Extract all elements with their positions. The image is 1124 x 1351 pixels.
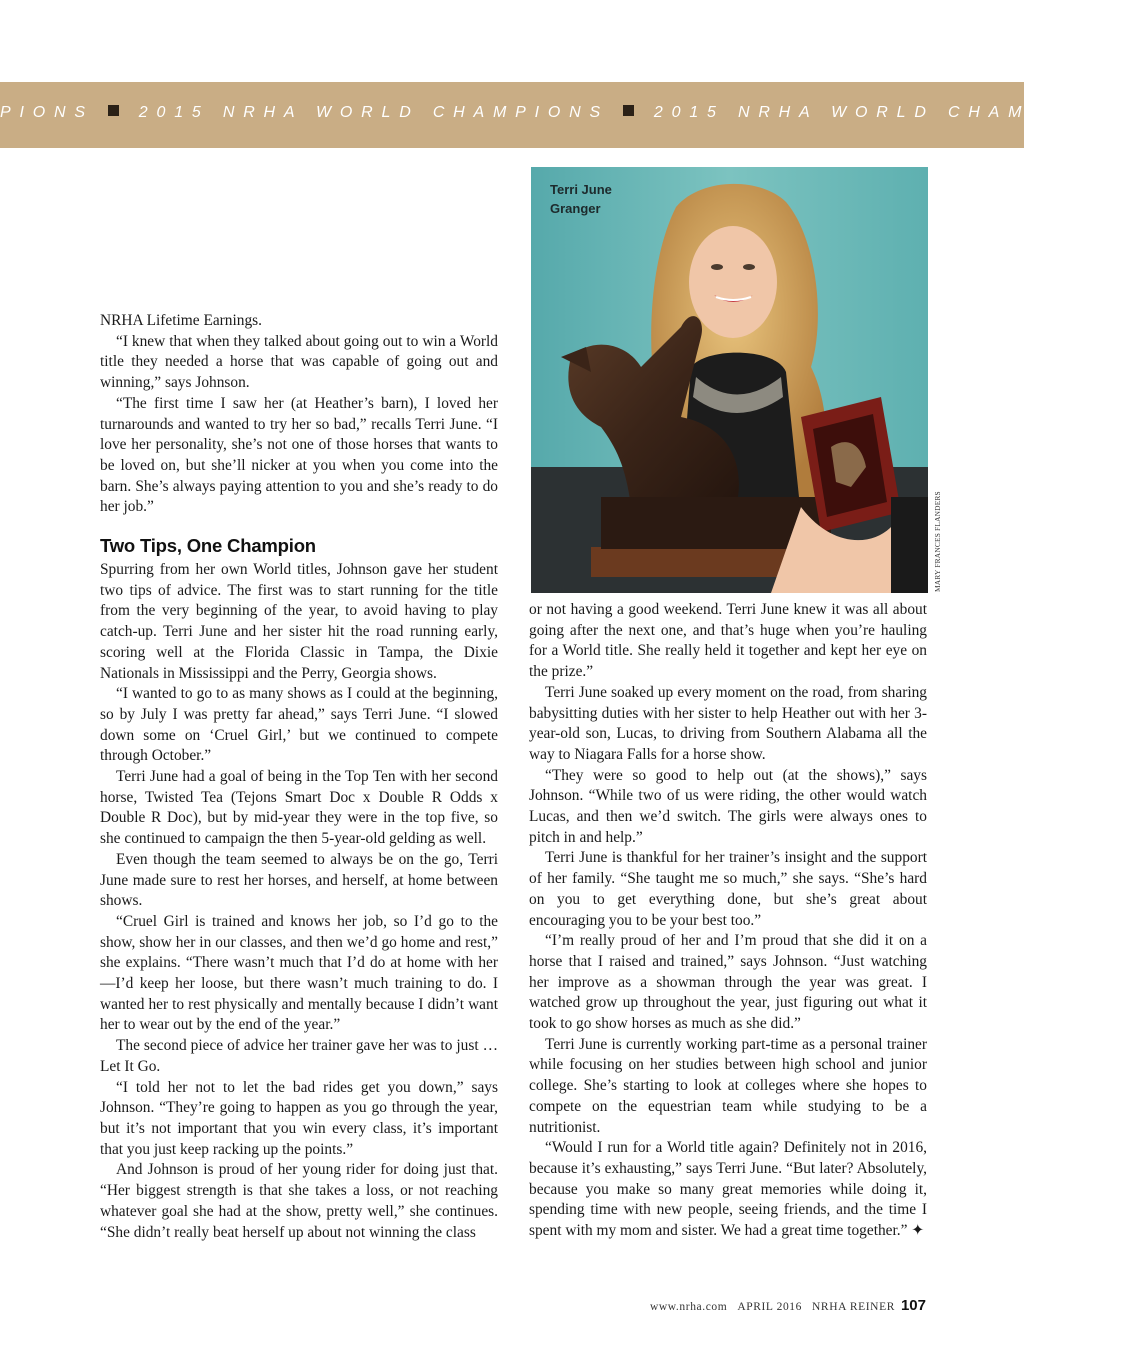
footer-magazine: NRHA REINER — [812, 1301, 895, 1313]
paragraph: Spurring from her own World titles, Johnson gave her student two tips of advice. The first was to start running for the title from the very beginning of the year, to avoid having to play catch-up. Terri June and her sister hit the road running early, scoring well at the Florida Classic in Tampa, the Dixie Nationals in Mississippi and the Perry, Georgia shows. — [100, 561, 498, 682]
article-column-left-bottom — [100, 560, 498, 1243]
paragraph: “I told her not to let the bad rides get you down,” says Johnson. “They’re going to happen as you go through the year, but it’s not important that you win every class, it’s important that you just keep racking up the points.” — [100, 1078, 498, 1158]
page-footer — [650, 1297, 926, 1314]
paragraph: “The first time I saw her (at Heather’s barn), I loved her turnarounds and wanted to try her so bad,” recalls Terri June. “I love her personality, she’s not one of those horses that wants to be loved on, but she’ll nicker at you when you come into the barn. She’s always paying attention to you and she’s ready to do her job.” — [100, 394, 498, 516]
champion-photo — [531, 167, 928, 593]
photo-credit-text: MARY FRANCES FLANDERS — [933, 491, 942, 592]
photo-caption — [550, 180, 670, 218]
paragraph: “Cruel Girl is trained and knows her job, so I’d go to the show, show her in our classes, and then we’d go home and rest,” she explains. “There wasn’t much that I’d do at home with her—I’d keep her loose, but there wasn’t much training to do. I wanted her to rest physically and mentally because I didn’t want her to wear out by the end of the year.” — [100, 912, 498, 1034]
banner-segment: PIONS — [0, 104, 94, 121]
paragraph: Terri June is currently working part-time as a personal trainer while focusing on her studies between high school and junior college. She’s starting to look at colleges where she hopes to compete on the equestrian team while studying to be a nutritionist. — [529, 1035, 927, 1136]
paragraph: Even though the team seemed to always be on the go, Terri June made sure to rest her horses, and herself, at home between shows. — [100, 850, 498, 910]
banner-segment: 2015 NRHA WORLD CHAMPIONS — [138, 104, 609, 121]
section-banner — [0, 82, 1124, 148]
banner-text — [0, 104, 1124, 122]
page-number: 107 — [900, 1297, 926, 1314]
section-heading: Two Tips, One Champion — [100, 535, 316, 556]
banner-segment: 2015 NRHA WORLD CHAMPIONS — [653, 104, 1124, 121]
paragraph: “They were so good to help out (at the shows),” says Johnson. “While two of us were riding, the other would watch Lucas, and then we’d switch. The girls were always ones to pitch in and help.” — [529, 766, 927, 846]
paragraph: Terri June is thankful for her trainer’s insight and the support of her family. “She taught me so much,” she says. “She’s hard on you to get everything done, but she’s great about encouraging you to be your best too.” — [529, 849, 927, 929]
paragraph: And Johnson is proud of her young rider for doing just that. “Her biggest strength is that she takes a loss, or not reaching whatever goal she had at the show, pretty well,” she continues. “She didn’t really beat herself up about not winning the class — [100, 1161, 498, 1241]
paragraph: Terri June soaked up every moment on the road, from sharing babysitting duties with her sister to help Heather out with her 3-year-old son, Lucas, to driving from Southern Alabama all the way to Niagara Falls for a horse show. — [529, 683, 927, 763]
paragraph: “Would I run for a World title again? Definitely not in 2016, because it’s exhausting,” says Terri June. “But later? Absolutely, because you make so many great memories while doing it, spending time with new people, seeing friends, and the time I spent with my mom and sister. We had a great time together.” ✦ — [529, 1139, 927, 1240]
paragraph: The second piece of advice her trainer gave her was to just … Let It Go. — [100, 1037, 498, 1075]
caption-line: Granger — [550, 201, 601, 216]
square-bullet-icon — [623, 105, 634, 116]
paragraph: Terri June had a goal of being in the Top Ten with her second horse, Twisted Tea (Tejons Smart Doc x Double R Odds x Double R Doc), but by mid-year they were in the top five, so she continued to campaign the then 5-year-old gelding as well. — [100, 768, 498, 848]
square-bullet-icon — [108, 105, 119, 116]
footer-url: www.nrha.com — [649, 1301, 728, 1313]
footer-issue: APRIL 2016 — [737, 1301, 803, 1313]
paragraph: “I’m really proud of her and I’m proud that she did it on a horse that I raised and trained,” says Johnson. “Just watching her improve as a showman through the year was great. I watched grow up throughout the year, just figuring out what it took to go show horses as much as she did.” — [529, 932, 927, 1033]
paragraph: NRHA Lifetime Earnings. — [100, 312, 262, 329]
paragraph: “I wanted to go to as many shows as I could at the beginning, so by July I was pretty far ahead,” says Terri June. “I slowed down some on ‘Cruel Girl,’ but we continued to compete through October.” — [100, 685, 498, 765]
paragraph: “I knew that when they talked about going out to win a World title they needed a horse that was capable of going out and winning,” says Johnson. — [100, 332, 498, 392]
paragraph: or not having a good weekend. Terri June knew it was all about going after the next one, and that’s huge when you’re hauling for a World title. She really held it together and kept her eye on the prize.” — [529, 601, 927, 681]
caption-line: Terri June — [550, 182, 612, 197]
article-column-right — [529, 600, 927, 1242]
photo-credit — [932, 484, 942, 594]
article-column-left-top — [100, 311, 498, 518]
